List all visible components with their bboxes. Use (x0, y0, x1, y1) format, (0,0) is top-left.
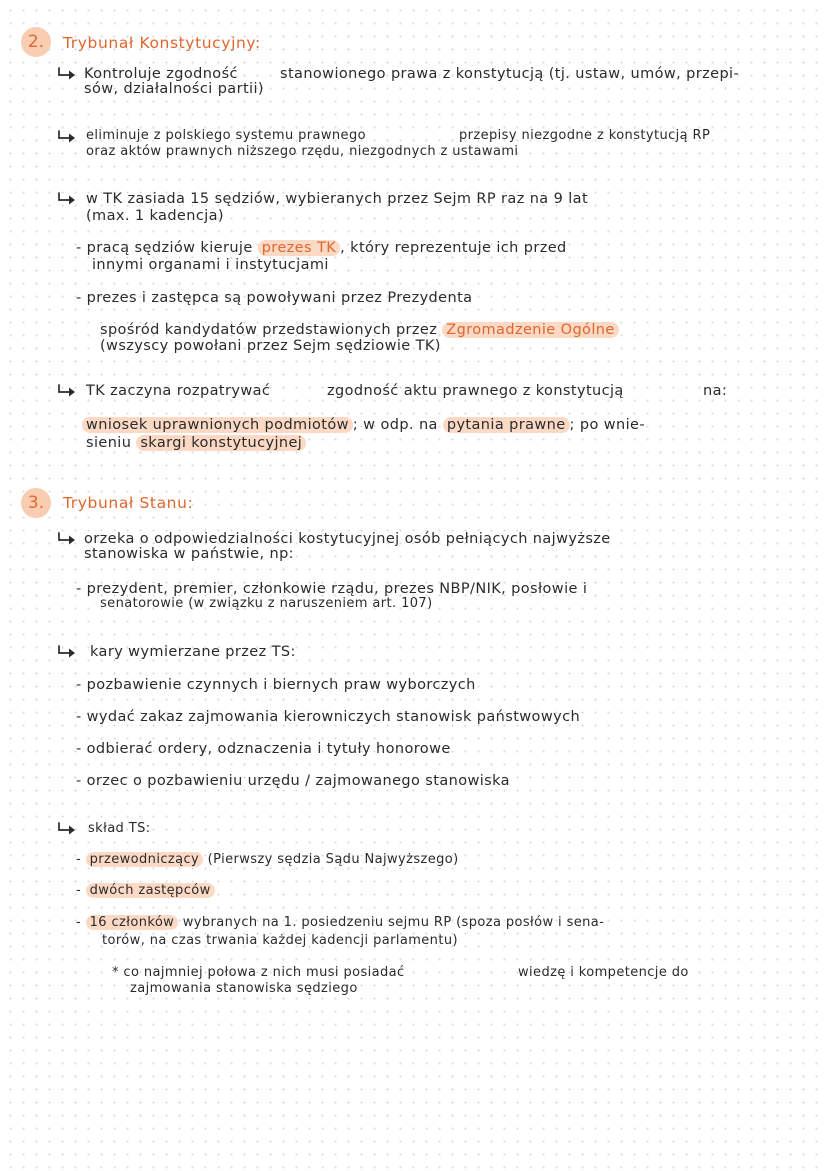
highlight-zastepcow: dwóch zastępców (86, 883, 215, 898)
arrow-icon (57, 130, 77, 144)
ts-s3-l1: - 16 członków wybranych na 1. posiedzeniu sejmu RP (spoza posłów i sena- (76, 915, 605, 930)
tk-d1-l1: - pracą sędziów kieruje prezes TK , który reprezentuje ich przed (76, 240, 567, 256)
tk-b4-l3: sieniu skargi konstytucyjnej (86, 435, 306, 451)
highlight-przewodniczacy: przewodniczący (86, 852, 204, 867)
ts-d1-l2: senatorowie (w związku z naruszeniem art. 107) (100, 596, 433, 611)
ts-b3: skład TS: (88, 821, 151, 836)
tk-b4-l2: wniosek uprawnionych podmiotów ; w odp. na pytania prawne ; po wnie- (82, 417, 645, 433)
tk-b1-b: stanowionego prawa z konstytucją (tj. ustaw, umów, przepi- (280, 66, 740, 82)
ts-s2: - dwóch zastępców (76, 884, 215, 898)
section-number-2: 2. (21, 27, 51, 57)
highlight-wniosek: wniosek uprawnionych podmiotów (82, 417, 353, 433)
ts-kara-3: - odbierać ordery, odznaczenia i tytuły honorowe (76, 741, 451, 757)
tk-b4-l1-b: zgodność aktu prawnego z konstytucją (327, 383, 624, 399)
tk-b3-l2: (max. 1 kadencja) (86, 208, 224, 224)
highlight-skargi: skargi konstytucyjnej (136, 435, 306, 451)
tk-b4-l1-c: na: (703, 383, 728, 399)
ts-note-a: * co najmniej połowa z nich musi posiadać (112, 965, 405, 980)
tk-d2-l2: spośród kandydatów przedstawionych przez Zgromadzenie Ogólne (100, 322, 619, 338)
tk-d1-l2: innymi organami i instytucjami (92, 257, 329, 273)
tk-b2-a: eliminuje z polskiego systemu prawnego (86, 128, 366, 143)
highlight-pytania: pytania prawne (443, 417, 570, 433)
ts-kara-2: - wydać zakaz zajmowania kierowniczych stanowisk państwowych (76, 709, 581, 725)
ts-b1-l1: orzeka o odpowiedzialności kostytucyjnej osób pełniących najwyższe (84, 531, 611, 547)
ts-kara-4: - orzec o pozbawieniu urzędu / zajmowanego stanowiska (76, 773, 510, 789)
arrow-icon (57, 645, 77, 659)
ts-s1: - przewodniczący (Pierwszy sędzia Sądu Najwyższego) (76, 852, 459, 867)
arrow-icon (57, 192, 77, 206)
tk-b1-a: Kontroluje zgodność (84, 66, 238, 82)
tk-b3-l1: w TK zasiada 15 sędziów, wybieranych przez Sejm RP raz na 9 lat (86, 191, 589, 207)
ts-b1-l2: stanowiska w państwie, np: (84, 546, 294, 562)
tk-b2-b: przepisy niezgodne z konstytucją RP (459, 128, 711, 143)
section-title-tk: Trybunał Konstytucyjny: (63, 34, 261, 52)
arrow-icon (57, 822, 77, 836)
highlight-16-czlonkow: 16 członków (86, 915, 179, 930)
tk-d2-l1: - prezes i zastępca są powoływani przez Prezydenta (76, 290, 473, 306)
section-number-3: 3. (21, 488, 51, 518)
arrow-icon (57, 67, 77, 81)
tk-b1-l2: sów, działalności partii) (84, 81, 264, 97)
section-title-ts: Trybunał Stanu: (63, 494, 194, 512)
tk-b4-l1-a: TK zaczyna rozpatrywać (86, 383, 271, 399)
tk-d2-l3: (wszyscy powołani przez Sejm sędziowie TK) (100, 338, 441, 354)
ts-note-b: wiedzę i kompetencje do (518, 965, 689, 980)
ts-kara-1: - pozbawienie czynnych i biernych praw wyborczych (76, 677, 476, 693)
arrow-icon (57, 384, 77, 398)
ts-note-l2: zajmowania stanowiska sędziego (130, 981, 358, 996)
ts-d1-l1: - prezydent, premier, członkowie rządu, prezes NBP/NIK, posłowie i (76, 581, 588, 597)
tk-b2-l2: oraz aktów prawnych niższego rzędu, niezgodnych z ustawami (86, 144, 519, 159)
arrow-icon (57, 532, 77, 546)
ts-s3-l2: torów, na czas trwania każdej kadencji parlamentu) (102, 933, 458, 948)
highlight-zgromadzenie: Zgromadzenie Ogólne (442, 322, 618, 338)
ts-b2: kary wymierzane przez TS: (90, 644, 296, 660)
highlight-prezes-tk: prezes TK (258, 240, 340, 256)
